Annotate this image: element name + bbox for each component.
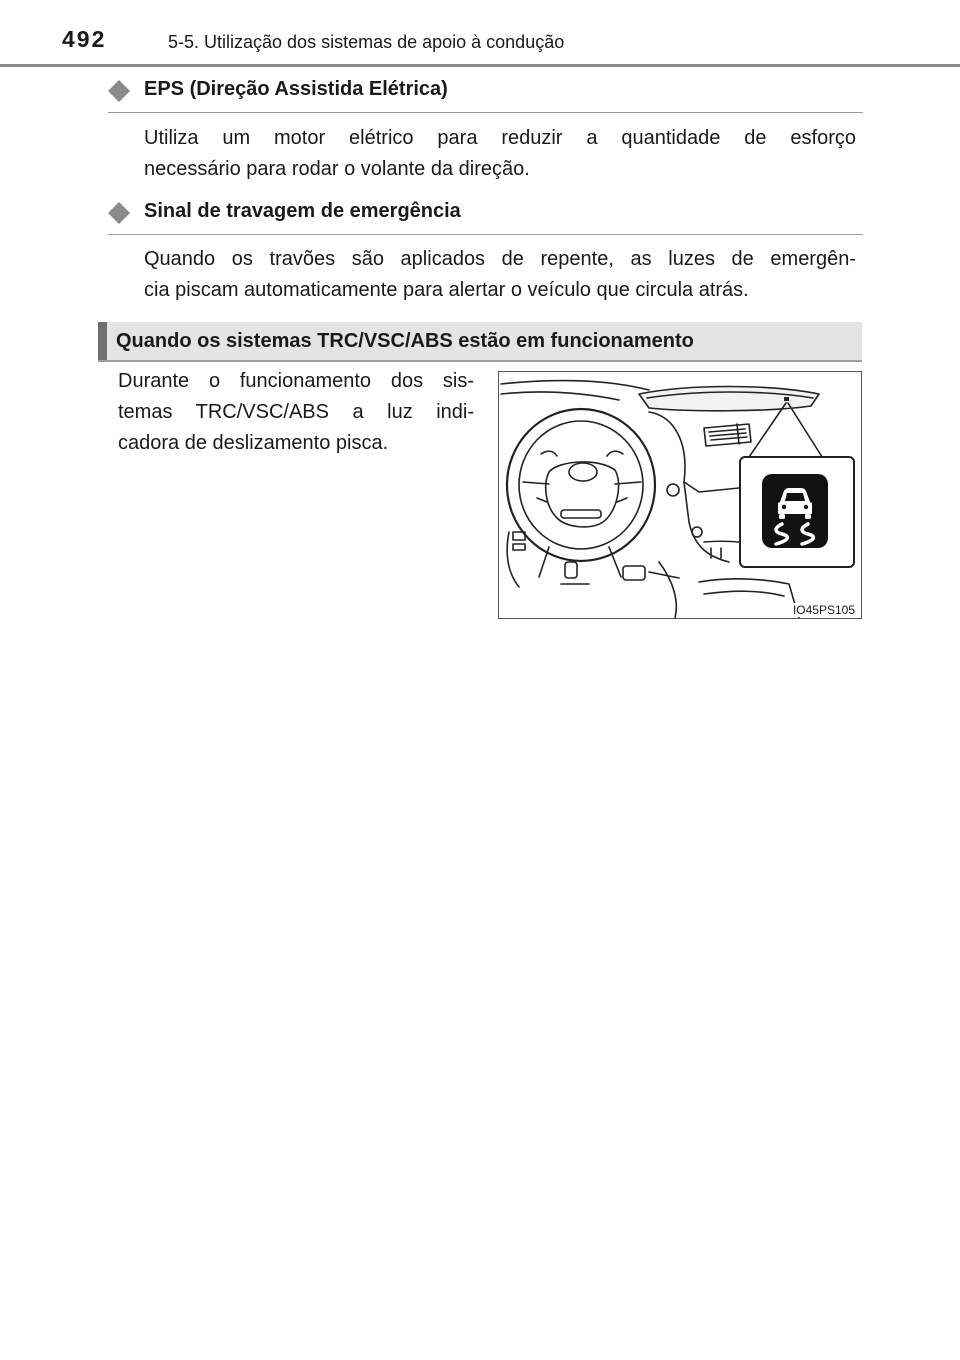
- subheading-title: EPS (Direção Assistida Elétrica): [144, 78, 448, 100]
- diamond-bullet-icon: [108, 202, 130, 224]
- paragraph-line: necessário para rodar o volante da direção.: [144, 158, 530, 180]
- paragraph-line: cia piscam automaticamente para alertar o veículo que circula atrás.: [144, 279, 749, 301]
- paragraph-slip-indicator: [118, 366, 474, 459]
- slip-indicator-callout: [739, 456, 855, 568]
- subheading-emergency-brake: [108, 196, 863, 235]
- paragraph-line: cadora de deslizamento pisca.: [118, 432, 389, 454]
- subheading-title: Sinal de travagem de emergência: [144, 200, 461, 222]
- page-number: 492: [62, 26, 107, 52]
- paragraph-eps: [144, 123, 856, 185]
- section-heading-stripe: [98, 322, 107, 360]
- section-heading-bar: [98, 322, 862, 362]
- paragraph-line: Utiliza um motor elétrico para reduzir a quantidade de esforço: [144, 127, 856, 149]
- section-heading-title: Quando os sistemas TRC/VSC/ABS estão em funcionamento: [116, 330, 694, 352]
- slip-indicator-icon: [762, 474, 828, 548]
- chapter-title: 5-5. Utilização dos sistemas de apoio à condução: [168, 32, 565, 52]
- subheading-eps: [108, 74, 863, 113]
- paragraph-line: temas TRC/VSC/ABS a luz indi-: [118, 401, 474, 423]
- dashboard-illustration: [498, 371, 862, 619]
- page-header: [0, 0, 960, 70]
- paragraph-line: Quando os travões são aplicados de repente, as luzes de emergên-: [144, 248, 856, 270]
- paragraph-emergency-brake: [144, 244, 856, 306]
- header-rule: [0, 64, 960, 67]
- diamond-bullet-icon: [108, 80, 130, 102]
- paragraph-line: Durante o funcionamento dos sis-: [118, 370, 474, 392]
- figure-code: IO45PS105: [792, 603, 855, 617]
